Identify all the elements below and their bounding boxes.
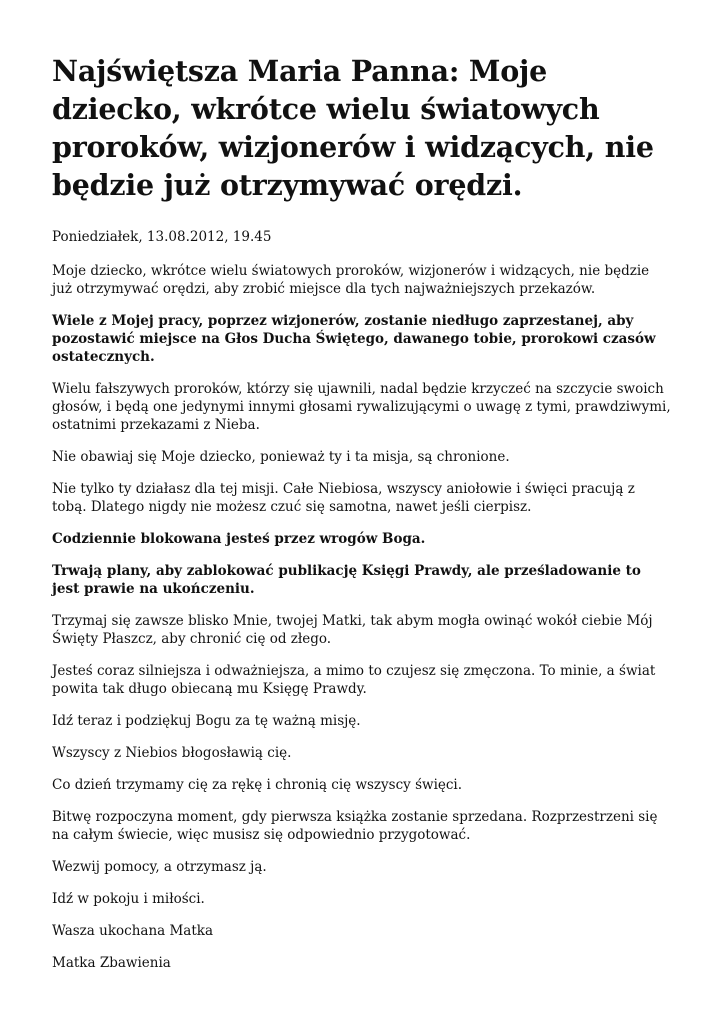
document-date: Poniedziałek, 13.08.2012, 19.45 <box>52 229 272 245</box>
paragraph-9: Jesteś coraz silniejsza i odważniejsza, a mimo to czujesz się zmęczona. To minie, a świat powita tak długo obiecaną mu Księgę Prawdy. <box>52 663 656 697</box>
signature-line-2: Matka Zbawienia <box>52 955 171 971</box>
paragraph-15: Idź w pokoju i miłości. <box>52 891 205 907</box>
paragraph-2: Wiele z Mojej pracy, poprzez wizjonerów, zostanie niedługo zaprzestanej, aby pozostawić miejsce na Głos Ducha Świętego, dawanego tobie, prorokowi czasów ostatecznych. <box>52 313 656 365</box>
paragraph-11: Wszyscy z Niebios błogosławią cię. <box>52 745 292 761</box>
signature-line-1: Wasza ukochana Matka <box>52 923 213 939</box>
paragraph-4: Nie obawiaj się Moje dziecko, ponieważ ty i ta misja, są chronione. <box>52 449 510 465</box>
paragraph-10: Idź teraz i podziękuj Bogu za tę ważną misję. <box>52 713 361 729</box>
paragraph-8: Trzymaj się zawsze blisko Mnie, twojej Matki, tak abym mogła owinąć wokół ciebie Mój Święty Płaszcz, aby chronić cię od złego. <box>52 613 653 647</box>
paragraph-14: Wezwij pomocy, a otrzymasz ją. <box>52 859 267 875</box>
paragraph-6: Codziennie blokowana jesteś przez wrogów Boga. <box>52 531 426 547</box>
document-page <box>52 52 672 972</box>
document-title: Najświętsza Maria Panna: Moje dziecko, wkrótce wielu światowych proroków, wizjonerów i widzących, nie będzie już otrzymywać orędzi. <box>52 54 654 202</box>
paragraph-3: Wielu fałszywych proroków, którzy się ujawnili, nadal będzie krzyczeć na szczycie swoich głosów, i będą one jedynymi innymi głosami rywalizującymi o uwagę z tymi, prawdziwymi, ostatnimi przekazami z Nieba. <box>52 381 671 433</box>
paragraph-12: Co dzień trzymamy cię za rękę i chronią cię wszyscy święci. <box>52 777 463 793</box>
paragraph-5: Nie tylko ty działasz dla tej misji. Całe Niebiosa, wszyscy aniołowie i święci pracują z tobą. Dlatego nigdy nie możesz czuć się samotna, nawet jeśli cierpisz. <box>52 481 635 515</box>
paragraph-1: Moje dziecko, wkrótce wielu światowych proroków, wizjonerów i widzących, nie będzie już otrzymywać orędzi, aby zrobić miejsce dla tych najważniejszych przekazów. <box>52 263 650 297</box>
paragraph-13: Bitwę rozpoczyna moment, gdy pierwsza książka zostanie sprzedana. Rozprzestrzeni się na całym świecie, więc musisz się odpowiednio przygotować. <box>52 809 658 843</box>
paragraph-7: Trwają plany, aby zablokować publikację Księgi Prawdy, ale prześladowanie to jest prawie na ukończeniu. <box>52 563 641 597</box>
